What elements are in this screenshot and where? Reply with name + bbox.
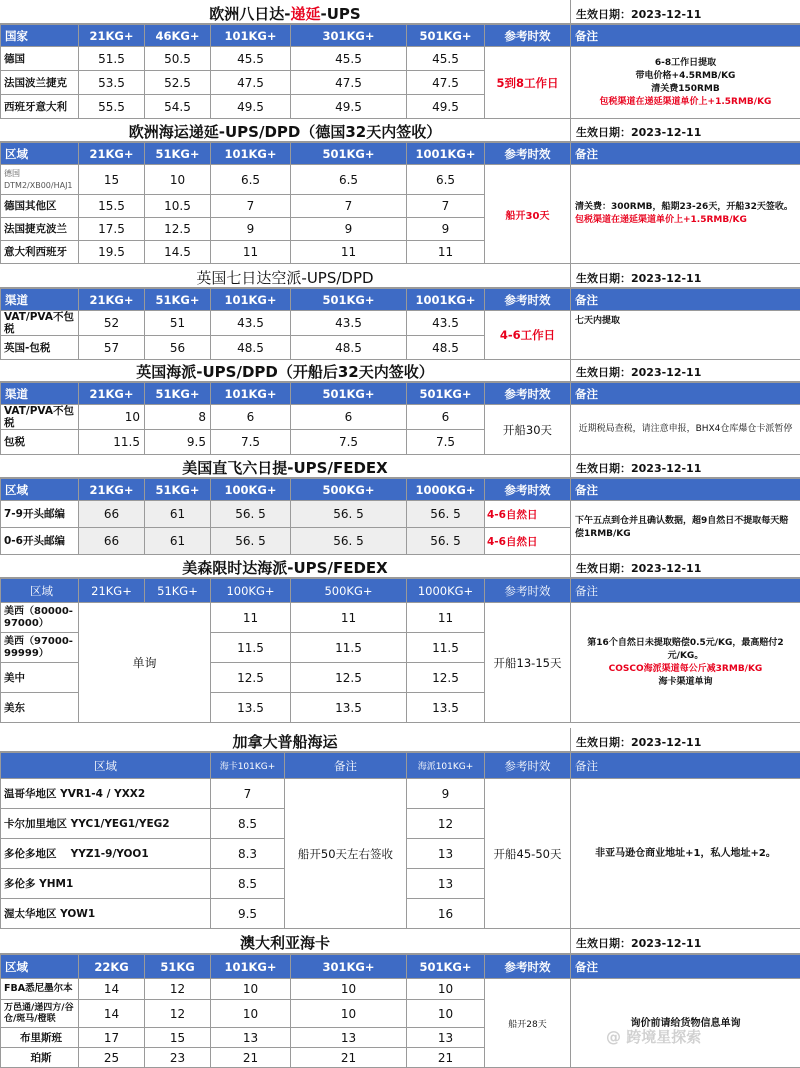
price-cell: 45.5 bbox=[291, 47, 407, 71]
header-cell: 渠道 bbox=[1, 289, 79, 311]
price-cell: 21 bbox=[407, 1048, 485, 1068]
price-cell: 49.5 bbox=[291, 95, 407, 119]
effective-date: 生效日期：2023-12-11 bbox=[576, 272, 702, 285]
header-cell: 备注 bbox=[571, 25, 800, 47]
price-cell: 51 bbox=[145, 311, 211, 336]
price-cell: 66 bbox=[79, 528, 145, 555]
row-label: 渥太华地区 YOW1 bbox=[1, 899, 211, 929]
price-cell: 43.5 bbox=[211, 311, 291, 336]
price-cell: 9.5 bbox=[145, 430, 211, 455]
header-cell: 22KG bbox=[79, 955, 145, 979]
eta-cell: 开船30天 bbox=[485, 405, 571, 455]
header-cell: 区域 bbox=[1, 479, 79, 501]
row-label: FBA悉尼墨尔本 bbox=[1, 979, 79, 1000]
section-title: 加拿大普船海运 bbox=[232, 733, 338, 751]
header-cell: 备注 bbox=[285, 753, 407, 779]
price-table bbox=[0, 288, 800, 360]
row-label: 温哥华地区 YVR1-4 / YXX2 bbox=[1, 779, 211, 809]
header-cell: 501KG+ bbox=[407, 383, 485, 405]
price-cell: 7 bbox=[211, 195, 291, 218]
price-cell: 25 bbox=[79, 1048, 145, 1068]
price-cell: 6 bbox=[291, 405, 407, 430]
price-cell: 61 bbox=[145, 528, 211, 555]
section-uk-sea bbox=[0, 358, 800, 454]
header-cell: 21KG+ bbox=[79, 579, 145, 603]
price-cell: 43.5 bbox=[407, 311, 485, 336]
price-cell: 57 bbox=[79, 336, 145, 360]
header-cell: 51KG+ bbox=[145, 289, 211, 311]
section-title-bar bbox=[0, 454, 800, 478]
header-cell: 区域 bbox=[1, 955, 79, 979]
eta-cell: 5到8工作日 bbox=[485, 47, 571, 119]
price-cell: 6.5 bbox=[211, 165, 291, 195]
header-cell: 备注 bbox=[571, 289, 800, 311]
price-cell: 7.5 bbox=[291, 430, 407, 455]
remark-cell: 询价前请给货物信息单询 bbox=[571, 979, 800, 1068]
price-cell: 56. 5 bbox=[211, 501, 291, 528]
price-cell: 48.5 bbox=[407, 336, 485, 360]
price-cell: 16 bbox=[407, 899, 485, 929]
price-cell: 56. 5 bbox=[211, 528, 291, 555]
effective-date: 生效日期：2023-12-11 bbox=[576, 8, 702, 21]
remark-cell: 近期税局查税，请注意申报，BHX4仓库爆仓卡派暂停 bbox=[571, 405, 800, 455]
row-label: 意大利西班牙 bbox=[1, 241, 79, 264]
price-cell: 11 bbox=[291, 241, 407, 264]
row-label: 珀斯 bbox=[1, 1048, 79, 1068]
table-row bbox=[1, 165, 800, 195]
price-table bbox=[0, 954, 800, 1068]
price-cell: 14 bbox=[79, 979, 145, 1000]
price-table bbox=[0, 24, 800, 119]
row-label: 法国波兰捷克 bbox=[1, 71, 79, 95]
watermark: @ 跨境星探索 bbox=[606, 1028, 702, 1046]
price-cell: 8.5 bbox=[211, 869, 285, 899]
header-cell: 21KG+ bbox=[79, 479, 145, 501]
eta-cell: 船开28天 bbox=[485, 979, 571, 1068]
header-cell: 101KG+ bbox=[211, 289, 291, 311]
header-cell: 区域 bbox=[1, 579, 79, 603]
price-cell: 8.5 bbox=[211, 809, 285, 839]
price-cell: 12.5 bbox=[407, 663, 485, 693]
row-label: 7-9开头邮编 bbox=[1, 501, 79, 528]
remark-cell: 第16个自然日未提取赔偿0.5元/KG，最高赔付2元/KG。 COSCO海派渠道每公斤减3RMB/KG 海卡渠道单询 bbox=[571, 603, 800, 723]
price-cell: 13.5 bbox=[407, 693, 485, 723]
price-cell: 56 bbox=[145, 336, 211, 360]
header-cell: 501KG+ bbox=[407, 25, 485, 47]
row-label: 万邑通/递四方/谷仓/斑马/橙联 bbox=[1, 1000, 79, 1028]
row-label: 德国 bbox=[1, 47, 79, 71]
header-cell: 501KG+ bbox=[291, 289, 407, 311]
row-label: VAT/PVA不包税 bbox=[1, 405, 79, 430]
eta-cell: 开船13-15天 bbox=[485, 603, 571, 723]
price-cell: 17.5 bbox=[79, 218, 145, 241]
effective-date: 生效日期：2023-12-11 bbox=[576, 366, 702, 379]
row-label: 英国-包税 bbox=[1, 336, 79, 360]
header-cell: 海卡101KG+ bbox=[211, 753, 285, 779]
price-cell: 54.5 bbox=[145, 95, 211, 119]
price-cell: 56. 5 bbox=[291, 528, 407, 555]
price-table bbox=[0, 478, 800, 555]
price-cell: 9 bbox=[211, 218, 291, 241]
table-row bbox=[1, 779, 800, 809]
price-cell: 11.5 bbox=[79, 430, 145, 455]
row-label: 德国 DTM2/XB00/HAJ1 bbox=[1, 165, 79, 195]
header-cell: 参考时效 bbox=[485, 143, 571, 165]
remark-cell: 七天内提取 bbox=[571, 311, 800, 360]
header-cell: 参考时效 bbox=[485, 289, 571, 311]
header-cell: 101KG+ bbox=[211, 25, 291, 47]
price-cell: 10 bbox=[145, 165, 211, 195]
price-table bbox=[0, 752, 800, 929]
price-cell: 6.5 bbox=[291, 165, 407, 195]
header-cell: 备注 bbox=[571, 955, 800, 979]
price-cell: 13 bbox=[407, 1028, 485, 1048]
header-cell: 51KG bbox=[145, 955, 211, 979]
price-cell: 56. 5 bbox=[291, 501, 407, 528]
eta-cell: 4-6自然日 bbox=[485, 501, 571, 528]
price-cell: 56. 5 bbox=[407, 528, 485, 555]
price-table bbox=[0, 382, 800, 455]
price-cell: 48.5 bbox=[291, 336, 407, 360]
header-cell: 备注 bbox=[571, 383, 800, 405]
price-cell: 10 bbox=[407, 979, 485, 1000]
remark-cell: 下午五点到仓并且确认数据，超9自然日不提取每天赔偿1RMB/KG bbox=[571, 501, 800, 555]
header-cell: 301KG+ bbox=[291, 25, 407, 47]
price-cell: 7.5 bbox=[211, 430, 291, 455]
effective-date: 生效日期：2023-12-11 bbox=[576, 937, 702, 950]
price-cell: 45.5 bbox=[407, 47, 485, 71]
header-cell: 备注 bbox=[571, 143, 800, 165]
row-label: 美中 bbox=[1, 663, 79, 693]
price-cell: 21 bbox=[211, 1048, 291, 1068]
header-cell: 参考时效 bbox=[485, 955, 571, 979]
header-cell: 区域 bbox=[1, 753, 211, 779]
row-label: 美西（80000-97000） bbox=[1, 603, 79, 633]
header-cell: 51KG+ bbox=[145, 383, 211, 405]
section-australia-sea bbox=[0, 928, 800, 1068]
row-label: 多伦多地区 YYZ1-9/YOO1 bbox=[1, 839, 211, 869]
price-cell: 13.5 bbox=[211, 693, 291, 723]
header-cell: 501KG+ bbox=[291, 143, 407, 165]
header-cell: 301KG+ bbox=[291, 955, 407, 979]
header-cell: 501KG+ bbox=[407, 955, 485, 979]
price-cell: 12.5 bbox=[145, 218, 211, 241]
effective-date: 生效日期：2023-12-11 bbox=[576, 736, 702, 749]
price-cell: 52.5 bbox=[145, 71, 211, 95]
price-cell: 53.5 bbox=[79, 71, 145, 95]
row-label: 美东 bbox=[1, 693, 79, 723]
price-cell: 49.5 bbox=[211, 95, 291, 119]
section-title: 澳大利亚海卡 bbox=[239, 934, 330, 952]
price-cell: 10 bbox=[291, 1000, 407, 1028]
price-cell: 8 bbox=[145, 405, 211, 430]
row-label: 多伦多 YHM1 bbox=[1, 869, 211, 899]
price-cell: 13 bbox=[211, 1028, 291, 1048]
header-cell: 备注 bbox=[571, 579, 800, 603]
effective-date: 生效日期：2023-12-11 bbox=[576, 562, 702, 575]
price-cell: 47.5 bbox=[291, 71, 407, 95]
effective-date: 生效日期：2023-12-11 bbox=[576, 462, 702, 475]
section-title: 欧洲海运递延-UPS/DPD（德国32天内签收） bbox=[128, 123, 442, 141]
section-title-bar bbox=[0, 728, 800, 752]
header-cell: 101KG+ bbox=[211, 383, 291, 405]
price-cell: 12 bbox=[145, 979, 211, 1000]
price-cell: 11.5 bbox=[211, 633, 291, 663]
section-title: 美国直飞六日提-UPS/FEDEX bbox=[182, 459, 388, 477]
section-title: 美森限时达海派-UPS/FEDEX bbox=[182, 559, 388, 577]
price-cell: 12 bbox=[407, 809, 485, 839]
header-cell: 501KG+ bbox=[291, 383, 407, 405]
header-cell: 参考时效 bbox=[485, 753, 571, 779]
header-cell: 51KG+ bbox=[145, 479, 211, 501]
header-cell: 1001KG+ bbox=[407, 143, 485, 165]
header-cell: 1000KG+ bbox=[407, 479, 485, 501]
row-label: 德国其他区 bbox=[1, 195, 79, 218]
price-cell: 23 bbox=[145, 1048, 211, 1068]
header-cell: 21KG+ bbox=[79, 383, 145, 405]
price-cell: 52 bbox=[79, 311, 145, 336]
eta-cell: 开船45-50天 bbox=[485, 779, 571, 929]
header-cell: 46KG+ bbox=[145, 25, 211, 47]
price-cell: 9 bbox=[291, 218, 407, 241]
price-cell: 6.5 bbox=[407, 165, 485, 195]
price-cell: 15.5 bbox=[79, 195, 145, 218]
header-cell: 100KG+ bbox=[211, 579, 291, 603]
section-title-bar bbox=[0, 118, 800, 142]
header-cell: 参考时效 bbox=[485, 479, 571, 501]
price-cell: 10 bbox=[211, 1000, 291, 1028]
section-title: 欧洲八日达-递延-UPS bbox=[209, 5, 361, 23]
header-cell: 1001KG+ bbox=[407, 289, 485, 311]
section-title-bar bbox=[0, 0, 800, 24]
price-cell: 6 bbox=[407, 405, 485, 430]
row-label: 卡尔加里地区 YYC1/YEG1/YEG2 bbox=[1, 809, 211, 839]
section-canada-sea bbox=[0, 728, 800, 928]
row-label: 西班牙意大利 bbox=[1, 95, 79, 119]
header-cell: 51KG+ bbox=[145, 579, 211, 603]
header-cell: 渠道 bbox=[1, 383, 79, 405]
section-eu-sea bbox=[0, 118, 800, 264]
section-title-bar bbox=[0, 264, 800, 288]
price-cell: 56. 5 bbox=[407, 501, 485, 528]
row-label: 0-6开头邮编 bbox=[1, 528, 79, 555]
table-row bbox=[1, 311, 800, 336]
inquiry-cell: 单询 bbox=[79, 603, 211, 723]
section-title-bar bbox=[0, 554, 800, 578]
row-label: VAT/PVA不包税 bbox=[1, 311, 79, 336]
price-cell: 12 bbox=[145, 1000, 211, 1028]
table-row bbox=[1, 603, 800, 633]
header-cell: 21KG+ bbox=[79, 25, 145, 47]
row-label: 包税 bbox=[1, 430, 79, 455]
row-label: 法国捷克波兰 bbox=[1, 218, 79, 241]
section-eu-8day bbox=[0, 0, 800, 120]
header-cell: 101KG+ bbox=[211, 955, 291, 979]
price-cell: 47.5 bbox=[211, 71, 291, 95]
table-row bbox=[1, 47, 800, 71]
section-title: 英国七日达空派-UPS/DPD bbox=[196, 269, 374, 287]
header-cell: 备注 bbox=[571, 753, 800, 779]
price-cell: 12.5 bbox=[291, 663, 407, 693]
table-row bbox=[1, 501, 800, 528]
price-cell: 11 bbox=[211, 241, 291, 264]
row-label: 布里斯班 bbox=[1, 1028, 79, 1048]
price-cell: 11 bbox=[407, 603, 485, 633]
header-cell: 国家 bbox=[1, 25, 79, 47]
price-cell: 7.5 bbox=[407, 430, 485, 455]
section-uk-7day bbox=[0, 264, 800, 358]
price-cell: 9 bbox=[407, 218, 485, 241]
price-cell: 6 bbox=[211, 405, 291, 430]
header-cell: 500KG+ bbox=[291, 479, 407, 501]
price-cell: 12.5 bbox=[211, 663, 291, 693]
header-cell: 参考时效 bbox=[485, 383, 571, 405]
header-cell: 500KG+ bbox=[291, 579, 407, 603]
header-cell: 区域 bbox=[1, 143, 79, 165]
price-cell: 49.5 bbox=[407, 95, 485, 119]
price-cell: 43.5 bbox=[291, 311, 407, 336]
price-cell: 11 bbox=[291, 603, 407, 633]
price-cell: 51.5 bbox=[79, 47, 145, 71]
header-cell: 参考时效 bbox=[485, 25, 571, 47]
row-label: 美西（97000-99999） bbox=[1, 633, 79, 663]
price-cell: 15 bbox=[79, 165, 145, 195]
section-us-matson bbox=[0, 554, 800, 728]
price-cell: 7 bbox=[211, 779, 285, 809]
header-cell: 101KG+ bbox=[211, 143, 291, 165]
price-cell: 15 bbox=[145, 1028, 211, 1048]
section-us-air bbox=[0, 454, 800, 554]
price-cell: 17 bbox=[79, 1028, 145, 1048]
header-cell: 21KG+ bbox=[79, 143, 145, 165]
price-table bbox=[0, 578, 800, 723]
header-cell: 参考时效 bbox=[485, 579, 571, 603]
price-cell: 11 bbox=[407, 241, 485, 264]
remark-cell: 非亚马逊仓商业地址+1，私人地址+2。 bbox=[571, 779, 800, 929]
price-cell: 48.5 bbox=[211, 336, 291, 360]
price-cell: 7 bbox=[291, 195, 407, 218]
price-table bbox=[0, 142, 800, 264]
table-row bbox=[1, 405, 800, 430]
eta-cell: 4-6自然日 bbox=[485, 528, 571, 555]
price-cell: 14 bbox=[79, 1000, 145, 1028]
eta-cell: 船开30天 bbox=[485, 165, 571, 264]
price-cell: 21 bbox=[291, 1048, 407, 1068]
price-cell: 66 bbox=[79, 501, 145, 528]
price-cell: 50.5 bbox=[145, 47, 211, 71]
header-cell: 1000KG+ bbox=[407, 579, 485, 603]
price-cell: 10.5 bbox=[145, 195, 211, 218]
price-cell: 19.5 bbox=[79, 241, 145, 264]
price-cell: 55.5 bbox=[79, 95, 145, 119]
section-title-bar bbox=[0, 358, 800, 382]
remark-cell: 清关费：300RMB，船期23-26天，开船32天签收。 包税渠道在递延渠道单价上+1.5RMB/KG bbox=[571, 165, 800, 264]
price-cell: 13 bbox=[407, 869, 485, 899]
price-cell: 9.5 bbox=[211, 899, 285, 929]
price-cell: 8.3 bbox=[211, 839, 285, 869]
remark-cell: 6-8工作日提取 带电价格+4.5RMB/KG 清关费150RMB 包税渠道在递延渠道单价上+1.5RMB/KG bbox=[571, 47, 800, 119]
header-cell: 51KG+ bbox=[145, 143, 211, 165]
section-title-bar bbox=[0, 928, 800, 954]
price-cell: 10 bbox=[291, 979, 407, 1000]
effective-date: 生效日期：2023-12-11 bbox=[576, 126, 702, 139]
price-cell: 11.5 bbox=[407, 633, 485, 663]
price-cell: 13 bbox=[407, 839, 485, 869]
header-cell: 21KG+ bbox=[79, 289, 145, 311]
price-cell: 45.5 bbox=[211, 47, 291, 71]
header-cell: 海派101KG+ bbox=[407, 753, 485, 779]
price-cell: 9 bbox=[407, 779, 485, 809]
table-row bbox=[1, 979, 800, 1000]
price-cell: 10 bbox=[79, 405, 145, 430]
price-cell: 61 bbox=[145, 501, 211, 528]
header-cell: 备注 bbox=[571, 479, 800, 501]
sea-note-cell: 船开50天左右签收 bbox=[285, 779, 407, 929]
price-cell: 10 bbox=[211, 979, 291, 1000]
eta-cell: 4-6工作日 bbox=[485, 311, 571, 360]
price-cell: 11.5 bbox=[291, 633, 407, 663]
price-cell: 13.5 bbox=[291, 693, 407, 723]
price-cell: 10 bbox=[407, 1000, 485, 1028]
price-cell: 47.5 bbox=[407, 71, 485, 95]
section-title: 英国海派-UPS/DPD（开船后32天内签收） bbox=[136, 363, 434, 381]
price-cell: 14.5 bbox=[145, 241, 211, 264]
price-cell: 13 bbox=[291, 1028, 407, 1048]
header-cell: 100KG+ bbox=[211, 479, 291, 501]
price-cell: 11 bbox=[211, 603, 291, 633]
price-cell: 7 bbox=[407, 195, 485, 218]
